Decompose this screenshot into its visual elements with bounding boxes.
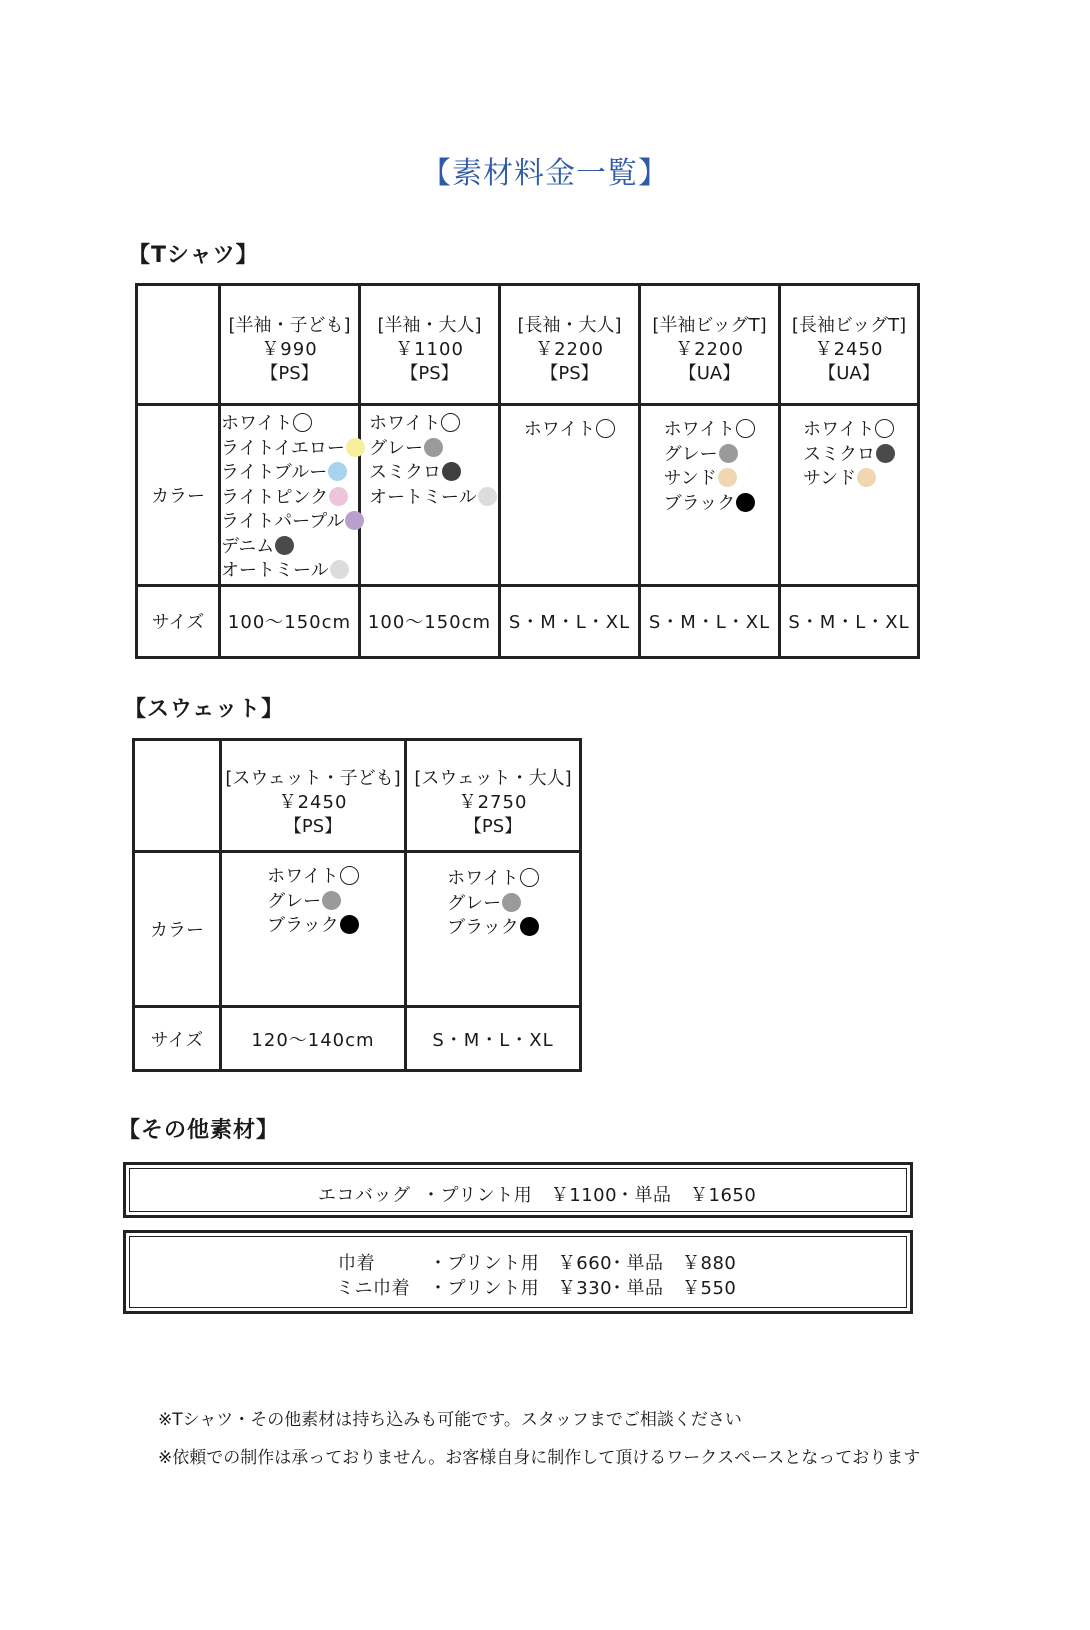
color-label: デニム xyxy=(221,535,275,557)
sweat-size-row-label: サイズ xyxy=(134,1007,221,1071)
tshirt-color-row-label: カラー xyxy=(137,405,220,586)
color-item xyxy=(803,467,895,492)
color-swatch-icon xyxy=(346,438,365,457)
color-item xyxy=(369,486,498,511)
sweat-size-cell: 120〜140cm xyxy=(221,1007,406,1071)
color-item xyxy=(267,890,359,915)
mini-kinchaku-single-price: ・単品 ￥550 xyxy=(608,1278,737,1299)
tshirt-col-header: [半袖ビッグT] ￥2200 【UA】 xyxy=(640,285,780,405)
color-label: スミクロ xyxy=(369,462,441,483)
tshirt-color-cell xyxy=(500,405,640,586)
color-swatch-icon xyxy=(275,536,294,555)
color-label: ホワイト xyxy=(369,413,441,434)
tshirt-corner-cell xyxy=(137,285,220,405)
tshirt-color-cell xyxy=(640,405,780,586)
tshirt-col-header: [半袖・大人] ￥1100 【PS】 xyxy=(360,285,500,405)
color-item xyxy=(447,867,539,892)
color-swatch-icon xyxy=(330,560,349,579)
sweat-heading: 【スウェット】 xyxy=(124,697,285,722)
color-label: ホワイト xyxy=(523,419,596,440)
sweat-color-row-label: カラー xyxy=(134,852,221,1007)
tshirt-size-cell: S・M・L・XL xyxy=(640,585,780,657)
color-item xyxy=(369,437,498,462)
color-label: ライトブルー xyxy=(221,462,328,483)
page-title: 【素材料金一覧】 xyxy=(421,156,669,191)
color-swatch-icon xyxy=(520,868,539,887)
color-swatch-icon xyxy=(718,468,737,487)
kinchaku-print-price: ・プリント用 ￥660 xyxy=(429,1253,613,1274)
color-item xyxy=(221,510,358,535)
color-item xyxy=(664,467,756,492)
color-swatch-icon xyxy=(293,413,312,432)
color-label: グレー xyxy=(663,443,718,465)
color-label: オートミール xyxy=(369,486,477,508)
color-item xyxy=(369,461,498,486)
color-item xyxy=(803,443,895,468)
color-item xyxy=(267,914,359,939)
color-label: ブラック xyxy=(267,915,339,936)
color-item xyxy=(221,461,358,486)
ecobag-print-price: ・プリント用 ￥1100 xyxy=(422,1185,618,1206)
color-swatch-icon xyxy=(719,444,738,463)
color-swatch-icon xyxy=(876,444,895,463)
color-swatch-icon xyxy=(520,917,539,936)
color-item xyxy=(221,535,358,560)
mini-kinchaku-print-price: ・プリント用 ￥330 xyxy=(429,1278,613,1299)
color-swatch-icon xyxy=(424,438,443,457)
color-item xyxy=(664,418,756,443)
color-swatch-icon xyxy=(322,891,341,910)
color-label: サンド xyxy=(663,468,717,489)
sweat-color-cell xyxy=(406,852,581,1007)
color-swatch-icon xyxy=(502,893,521,912)
color-item xyxy=(524,418,615,443)
color-label: ブラック xyxy=(663,492,736,514)
color-swatch-icon xyxy=(340,866,359,885)
color-item xyxy=(664,443,756,468)
color-swatch-icon xyxy=(596,419,615,438)
color-label: ホワイト xyxy=(267,866,339,887)
mini-kinchaku-name: ミニ巾着 xyxy=(336,1278,410,1299)
note-carry-in: ※Tシャツ・その他素材は持ち込みも可能です。スタッフまでご相談ください xyxy=(158,1410,742,1430)
note-no-commission: ※依頼での制作は承っておりません。お客様自身に制作して頂けるワークスペースとなっております xyxy=(158,1448,921,1468)
color-label: ライトパープル xyxy=(221,511,345,532)
ecobag-box xyxy=(123,1162,913,1218)
tshirt-color-cell xyxy=(220,405,360,586)
color-item xyxy=(447,916,539,941)
color-swatch-icon xyxy=(328,462,347,481)
color-item xyxy=(267,865,359,890)
sweat-color-cell xyxy=(221,852,406,1007)
tshirt-size-cell: 100〜150cm xyxy=(360,585,500,657)
tshirt-col-header: [半袖・子ども] ￥990 【PS】 xyxy=(220,285,360,405)
color-item xyxy=(369,412,498,437)
kinchaku-single-price: ・単品 ￥880 xyxy=(608,1253,737,1274)
tshirt-size-cell: 100〜150cm xyxy=(220,585,360,657)
color-swatch-icon xyxy=(875,419,894,438)
tshirt-size-row-label: サイズ xyxy=(137,585,220,657)
tshirt-color-cell xyxy=(780,405,919,586)
color-label: ライトピンク xyxy=(221,486,329,508)
sweat-table xyxy=(132,738,582,1072)
color-swatch-icon xyxy=(857,468,876,487)
color-item xyxy=(803,418,895,443)
color-label: ブラック xyxy=(447,917,519,938)
color-item xyxy=(221,559,358,584)
color-swatch-icon xyxy=(329,487,348,506)
tshirt-table xyxy=(135,283,920,659)
color-label: ホワイト xyxy=(221,413,293,434)
sweat-col-header: [スウェット・大人] ￥2750 【PS】 xyxy=(406,740,581,852)
color-label: オートミール xyxy=(221,560,329,581)
color-label: グレー xyxy=(369,437,423,459)
kinchaku-name: 巾着 xyxy=(338,1253,375,1274)
sweat-size-cell: S・M・L・XL xyxy=(406,1007,581,1071)
color-item xyxy=(664,492,756,517)
color-label: グレー xyxy=(447,892,502,914)
color-label: ホワイト xyxy=(663,419,736,440)
color-item xyxy=(221,412,358,437)
color-label: スミクロ xyxy=(803,443,875,465)
color-swatch-icon xyxy=(736,493,755,512)
color-label: ライトイエロー xyxy=(221,437,345,459)
ecobag-single-price: ・単品 ￥1650 xyxy=(616,1185,757,1206)
tshirt-color-cell xyxy=(360,405,500,586)
color-swatch-icon xyxy=(442,462,461,481)
sweat-corner-cell xyxy=(134,740,221,852)
color-item xyxy=(221,486,358,511)
other-heading: 【その他素材】 xyxy=(118,1118,280,1143)
color-swatch-icon xyxy=(478,487,497,506)
color-label: ホワイト xyxy=(447,868,519,889)
color-label: サンド xyxy=(803,468,857,489)
kinchaku-box xyxy=(123,1230,913,1314)
color-swatch-icon xyxy=(340,915,359,934)
tshirt-heading: 【Tシャツ】 xyxy=(128,243,259,268)
color-swatch-icon xyxy=(736,419,755,438)
color-item xyxy=(221,437,358,462)
tshirt-size-cell: S・M・L・XL xyxy=(780,585,919,657)
tshirt-col-header: [長袖ビッグT] ￥2450 【UA】 xyxy=(780,285,919,405)
color-swatch-icon xyxy=(441,413,460,432)
color-label: グレー xyxy=(267,890,322,912)
color-item xyxy=(447,892,539,917)
sweat-col-header: [スウェット・子ども] ￥2450 【PS】 xyxy=(221,740,406,852)
ecobag-name: エコバッグ xyxy=(318,1185,411,1206)
tshirt-size-cell: S・M・L・XL xyxy=(500,585,640,657)
tshirt-col-header: [長袖・大人] ￥2200 【PS】 xyxy=(500,285,640,405)
color-label: ホワイト xyxy=(803,419,875,440)
